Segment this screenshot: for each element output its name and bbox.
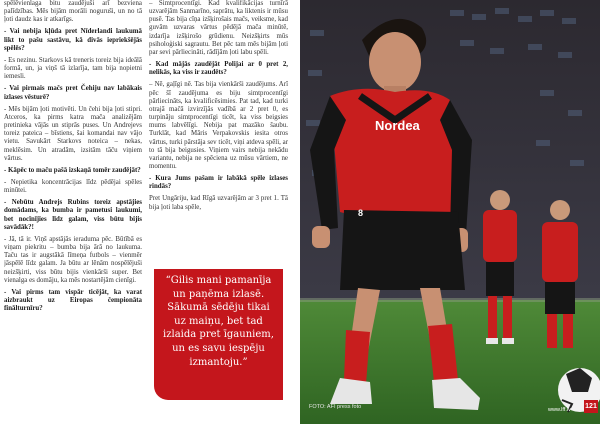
interview-question: - Kāpēc to maču pašā izskaņā tomēr zaudējāt? [4, 166, 141, 174]
interview-answer: - Jā, tā ir. Viņš apstājās ieraduma pēc. Būtībā es viņam piekritu – bumba bija ārā no laukuma. Taču tas ir augstākā līmeņa futbols – vienmēr jāspēlē līdz galam. Ja būtu ar lēnām nospēlējuši neizšķirti, viss būtu bijis vienkārši super. Bet vienalga es domāju, ka mēs nostartējām cienīgi. [4, 235, 142, 284]
interview-answer: spēlēvienlaga bitu zaudējuši arī bezviena palīdzības. Mēs bijām morāli noguruši, un no tā ļoti daudz kas ir atkarīgs. [4, 0, 142, 24]
interview-answer: - Nepietika koncentrācijas līdz pēdējai spēles minūtei. [4, 178, 142, 195]
shirt-sponsor: Nordea [375, 118, 420, 133]
photo-credit: FOTO: AFI press foto [309, 404, 362, 410]
interview-question: - Vai nebija kļūda pret Nīderlandi laukumā likt to pašu sastāvu, kā divās iepriekšējās spēlēs? [4, 28, 142, 52]
article-column-1 [4, 0, 142, 424]
shorts-number: 8 [358, 208, 364, 218]
interview-question: - Vai pirmais mačs pret Čehiju nav labākais izlases vēsturē? [4, 85, 142, 101]
page-number: 121 [584, 400, 598, 413]
player-photo [300, 0, 600, 424]
interview-answer: - Es nezinu. Starkovs kā treneris toreiz bija ideālā formā, un, ja viņš tā izlarīja, tam bija nopietni iemesli. [4, 56, 142, 81]
interview-question: - Nebūtu Andrejs Rubins toreiz apstājies domādams, ka bumba ir pametusi laukumi, bet nocīnījies līdz galam, viss būtu bijis savādāk?! [4, 199, 142, 231]
interview-answer: – Nē, gaļīgi nē. Tas bija vienkārši zaudējums. Arī pēc šī zaudējuma es biju simtprocentīgi pārliecināts, ka kvalificēsimies. Pat tad, kad turki otrajā mačā izvirzījās vadībā ar 2 pret 0, es turpināju simtprocentīgi ticēt, ka viss beigsies mums labvēlīgi. Nebija pat mazāko šaubu. Turklāt, kad Māris Verpakovskis iesita otros vārtus, turki pārstāja sev ticēt, viņi atdeva spēli, ar to tā bija beigusies. Viņiem vairs nebija nekādu variantu, nebija ne spēciena uz mūsu vārtiem, ne momentu. [149, 81, 288, 170]
pull-quote: “Gilis mani pamanīja un paņēma izlasē. Sākumā sēdēju tikai uz maiņu, bet tad izlaida pret īgauniem, un es savu iespēju izmantoju.” [154, 269, 283, 400]
article-column-2 [149, 0, 288, 268]
interview-question: - Kura Jums pašam ir labākā spēle izlases rindās? [149, 175, 288, 191]
interview-question: - Vai pirms tam vispār ticējāt, ka varat aizbraukt uz Eiropas čempionāta finālturnīru? [4, 288, 142, 313]
interview-answer: Pret Ungāriju, kad Rīgā uzvarējām ar 3 pret 1. Tā bija ļoti laba spēle, [149, 195, 288, 211]
player-photo-illustration [300, 0, 600, 424]
interview-question: - Kad mājās zaudējāt Polijai ar 0 pret 2, nelikās, ka viss ir zaudēts? [149, 61, 288, 77]
footer-site: www.lff.lv [548, 407, 571, 413]
interview-answer: – Simtprocentīgi. Kad kvalifikācijas turnīrā uzvarējām Sanmarīno, saprātu, ka liktenis ir mūsu pusē. Tas bija cīņa izšķirošais mačs, veiksme, kad guvām uzvaras vārtus pēdējā mača minūtē, izdarīja izšķirošo grūdienu. Neizšķirts mūs psiholoģiski sagrautu. Bet pēc tam mēs bijām ļoti par sevi pārliecināti, rādījām ļoti labu spēli. [149, 0, 288, 56]
interview-answer: - Mēs bijām ļoti motivēti. Un čehi bija ļoti stipri. Atceros, ka pirms katra mača analizējām pretinieka vājās un stiprās puses. Un Andrejevs toreiz pateica – bīstiens, šai komandai nav vājo vietu. Savukārt Starkovs noteica – nekas, meklēsim. Un atradām, izsitām tāču viņiem vārtus. [4, 105, 142, 162]
